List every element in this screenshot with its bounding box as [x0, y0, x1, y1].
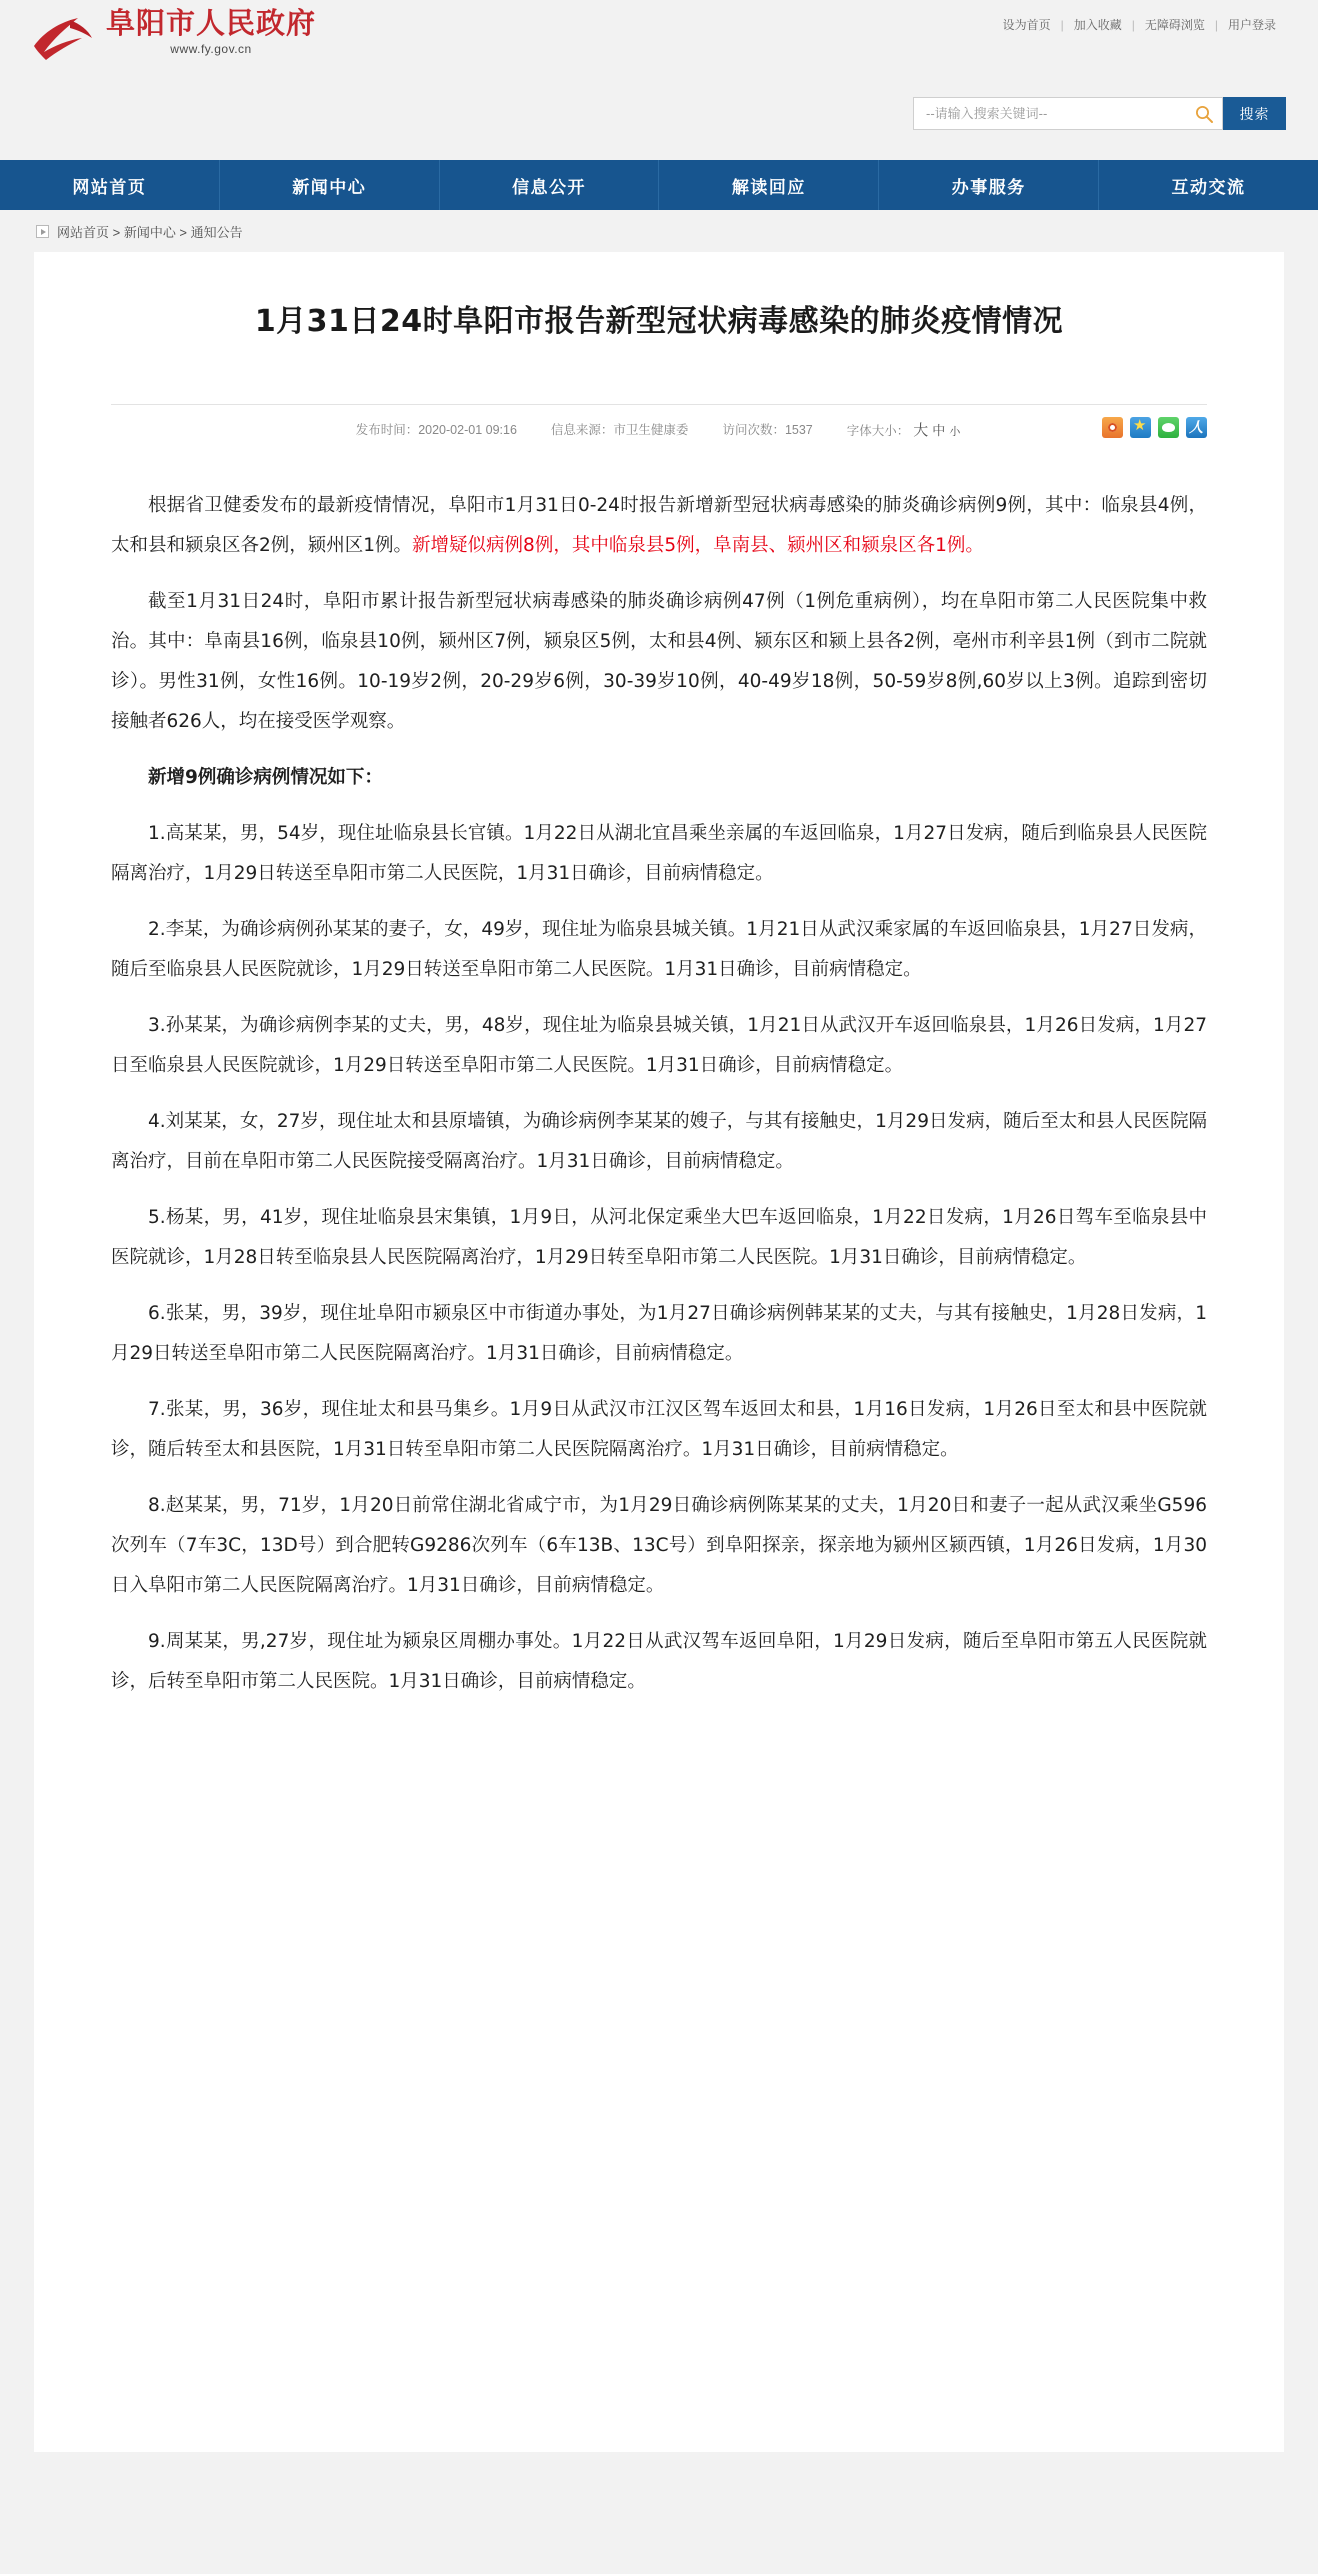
set-homepage-link[interactable]: 设为首页 — [1002, 18, 1051, 32]
publish-time-value: 2020-02-01 09:16 — [418, 423, 517, 437]
case-item-2: 2.李某，为确诊病例孙某某的妻子，女，49岁，现住址为临泉县城关镇。1月21日从武汉乘家属的车返回临泉县，1月27日发病，随后至临泉县人民医院就诊，1月29日转送至阜阳市第二人民医院。1月31日确诊，目前病情稳定。 — [111, 919, 1207, 980]
site-header — [0, 0, 1318, 85]
weibo-icon[interactable] — [1102, 417, 1123, 438]
paragraph-summary-black: 根据省卫健委发布的最新疫情情况，阜阳市1月31日0-24时报告新增新型冠状病毒感染的肺炎确诊病例9例，其中：临泉县4例，太和县和颍泉区各2例，颍州区1例。 — [111, 495, 1207, 556]
breadcrumb-arrow-icon — [36, 225, 49, 238]
case-item-5: 5.杨某，男，41岁，现住址临泉县宋集镇，1月9日，从河北保定乘坐大巴车返回临泉，1月22日发病，1月26日驾车至临泉县中医院就诊，1月28日转至临泉县人民医院隔离治疗，1月29日转至阜阳市第二人民医院。1月31日确诊，目前病情稳定。 — [111, 1207, 1207, 1268]
article-bottom-space — [34, 1718, 1284, 1784]
paragraph-cumulative: 截至1月31日24时，阜阳市累计报告新型冠状病毒感染的肺炎确诊病例47例（1例危重病例），均在阜阳市第二人民医院集中救治。其中：阜南县16例，临泉县10例，颍州区7例，颍泉区5例，太和县4例、颍东区和颍上县各2例，亳州市利辛县1例（到市二院就诊）。男性31例，女性16例。10-19岁2例，20-29岁6例，30-39岁10例，40-49岁18例，50-59岁8例,60岁以上3例。追踪到密切接触者626人，均在接受医学观察。 — [111, 591, 1207, 732]
font-size-medium-button[interactable]: 中 — [932, 422, 946, 438]
nav-item-interpretation-response[interactable]: 解读回应 — [659, 160, 879, 210]
link-separator: | — [1131, 17, 1135, 32]
site-title: 阜阳市人民政府 — [106, 6, 317, 40]
nav-item-home[interactable]: 网站首页 — [0, 160, 220, 210]
article-container — [34, 252, 1284, 2452]
paragraph-summary-red: 新增疑似病例8例，其中临泉县5例，阜南县、颍州区和颍泉区各1例。 — [412, 535, 984, 556]
breadcrumb-text[interactable]: 网站首页 > 新闻中心 > 通知公告 — [57, 224, 243, 240]
link-separator: | — [1214, 17, 1218, 32]
font-size-small-button[interactable]: 小 — [949, 425, 961, 438]
qzone-icon[interactable] — [1130, 417, 1151, 438]
user-login-link[interactable]: 用户登录 — [1227, 18, 1276, 32]
renren-icon[interactable] — [1186, 417, 1207, 438]
government-emblem-icon — [30, 12, 102, 64]
nav-item-services[interactable]: 办事服务 — [879, 160, 1099, 210]
case-item-7: 7.张某，男，36岁，现住址太和县马集乡。1月9日从武汉市江汉区驾车返回太和县，1月16日发病，1月26日至太和县中医院就诊，随后转至太和县医院，1月31日转至阜阳市第二人民医院隔离治疗。1月31日确诊，目前病情稳定。 — [111, 1399, 1207, 1460]
source — [551, 420, 689, 438]
article-body — [111, 486, 1207, 1702]
publish-time-label: 发布时间： — [355, 423, 419, 437]
add-favorite-link[interactable]: 加入收藏 — [1073, 18, 1122, 32]
search-input[interactable] — [926, 106, 1194, 121]
breadcrumb — [0, 210, 1318, 252]
wechat-icon[interactable] — [1158, 417, 1179, 438]
search-button[interactable]: 搜索 — [1223, 97, 1286, 130]
case-item-3: 3.孙某某，为确诊病例李某的丈夫，男，48岁，现住址为临泉县城关镇，1月21日从武汉开车返回临泉县，1月26日发病，1月27日至临泉县人民医院就诊，1月29日转送至阜阳市第二人民医院。1月31日确诊，目前病情稳定。 — [111, 1015, 1207, 1076]
view-count — [722, 420, 812, 438]
search-field-wrapper[interactable] — [913, 97, 1223, 130]
page-body — [0, 252, 1318, 2482]
search-icon[interactable] — [1194, 104, 1214, 124]
font-size-label: 字体大小： — [846, 423, 910, 438]
view-count-label: 访问次数： — [722, 423, 785, 437]
font-size-large-button[interactable]: 大 — [913, 421, 929, 439]
link-separator: | — [1060, 17, 1064, 32]
accessibility-link[interactable]: 无障碍浏览 — [1144, 18, 1205, 32]
view-count-value: 1537 — [784, 423, 813, 437]
nav-item-interaction[interactable]: 互动交流 — [1171, 177, 1246, 198]
article-meta — [111, 405, 1207, 453]
case-item-4: 4.刘某某，女，27岁，现住址太和县原墙镇，为确诊病例李某某的嫂子，与其有接触史，1月29日发病，随后至太和县人民医院隔离治疗，目前在阜阳市第二人民医院接受隔离治疗。1月31日确诊，目前病情稳定。 — [111, 1111, 1207, 1172]
site-url: www.fy.gov.cn — [170, 42, 252, 56]
main-navigation — [0, 160, 1318, 210]
article-meta-wrapper — [111, 404, 1207, 452]
page-title: 1月31日24时阜阳市报告新型冠状病毒感染的肺炎疫情情况 — [254, 304, 1064, 339]
case-item-6: 6.张某，男，39岁，现住址阜阳市颍泉区中市街道办事处，为1月27日确诊病例韩某某的丈夫，与其有接触史，1月28日发病，1月29日转送至阜阳市第二人民医院隔离治疗。1月31日确诊，目前病情稳定。 — [111, 1303, 1207, 1364]
share-buttons — [1102, 417, 1207, 438]
case-item-8: 8.赵某某，男，71岁，1月20日前常住湖北省咸宁市，为1月29日确诊病例陈某某的丈夫，1月20日和妻子一起从武汉乘坐G596次列车（7车3C，13D号）到合肥转G9286次列车（6车13B、13C号）到阜阳探亲，探亲地为颍州区颍西镇，1月26日发病，1月30日入阜阳市第二人民医院隔离治疗。1月31日确诊，目前病情稳定。 — [111, 1495, 1207, 1596]
source-value: 市卫生健康委 — [613, 423, 689, 437]
search-row — [0, 85, 1318, 160]
publish-time — [356, 420, 517, 438]
case-item-1: 1.高某某，男，54岁，现住址临泉县长官镇。1月22日从湖北宜昌乘坐亲属的车返回临泉，1月27日发病，随后到临泉县人民医院隔离治疗，1月29日转送至阜阳市第二人民医院，1月31日确诊，目前病情稳定。 — [111, 823, 1207, 884]
utility-links — [993, 16, 1286, 33]
font-size-options — [911, 421, 962, 439]
new-cases-heading: 新增9例确诊病例情况如下： — [148, 767, 383, 788]
search-box — [913, 97, 1286, 130]
font-size-control — [847, 419, 963, 440]
nav-item-info-disclosure[interactable]: 信息公开 — [440, 160, 660, 210]
case-item-9: 9.周某某，男,27岁，现住址为颍泉区周棚办事处。1月22日从武汉驾车返回阜阳，1月29日发病，随后至阜阳市第五人民医院就诊，后转至阜阳市第二人民医院。1月31日确诊，目前病情稳定。 — [111, 1631, 1207, 1692]
source-label: 信息来源： — [550, 423, 614, 437]
paragraph-summary — [111, 486, 1207, 566]
nav-item-news-center[interactable]: 新闻中心 — [220, 160, 440, 210]
site-logo[interactable] — [30, 6, 316, 64]
